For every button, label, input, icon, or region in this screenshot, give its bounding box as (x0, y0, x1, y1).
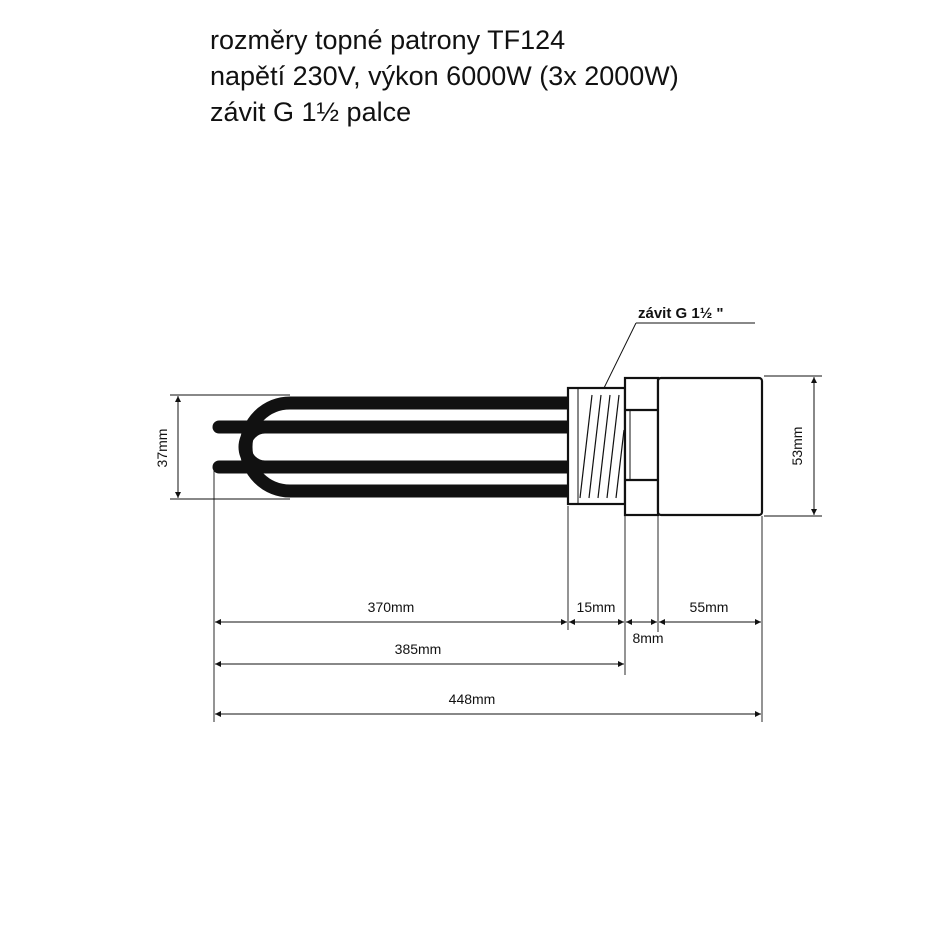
dimension-448mm (215, 691, 761, 714)
outer-rod-loop (246, 403, 571, 491)
svg-text:448mm: 448mm (448, 691, 496, 707)
dimension-53mm (789, 377, 814, 515)
thread-line: závit G 1½ palce (210, 97, 412, 127)
svg-text:53mm: 53mm (789, 426, 805, 466)
svg-text:37mm: 37mm (154, 428, 170, 468)
svg-text:8mm: 8mm (632, 630, 664, 646)
dimension-370mm (215, 599, 567, 622)
svg-text:370mm: 370mm (367, 599, 415, 615)
terminal-head (658, 378, 762, 515)
dimension-37mm (154, 396, 178, 498)
svg-text:385mm: 385mm (394, 641, 442, 657)
specs-line: napětí 230V, výkon 6000W (3x 2000W) (210, 61, 679, 91)
dimension-15mm (569, 599, 624, 622)
thread-callout-label: závit G 1½ " (638, 305, 724, 322)
thread-body (568, 388, 625, 504)
heating-rods (219, 403, 571, 491)
svg-text:15mm: 15mm (576, 599, 616, 615)
dimension-55mm (659, 599, 761, 622)
thread-section (568, 388, 625, 504)
title-line: rozměry topné patrony TF124 (210, 25, 566, 55)
dimension-385mm (215, 641, 624, 664)
thread-callout (604, 305, 755, 388)
svg-text:55mm: 55mm (689, 599, 729, 615)
hex-nut (625, 378, 658, 515)
